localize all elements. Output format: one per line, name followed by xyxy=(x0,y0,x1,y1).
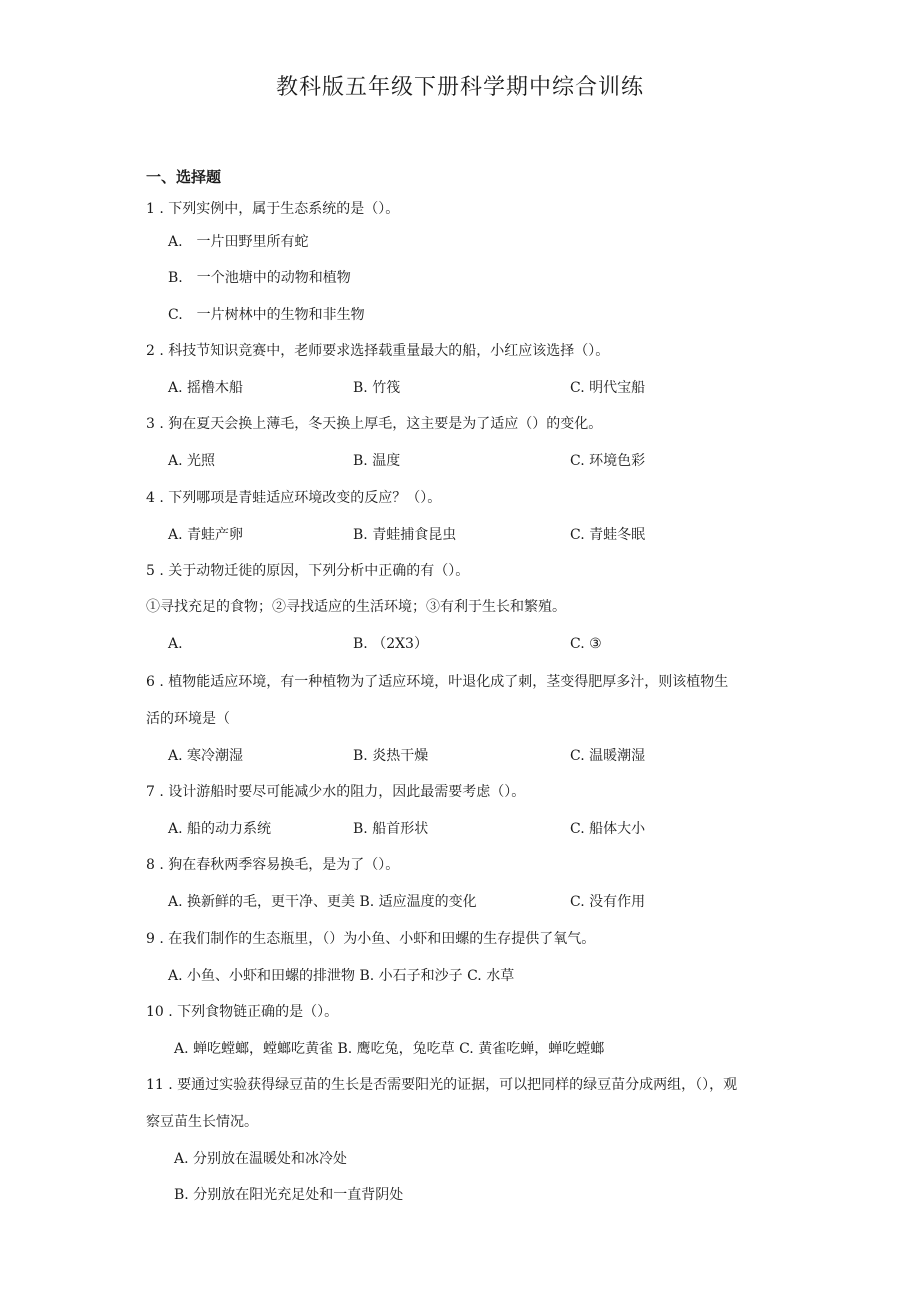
question-9-stem: 9 . 在我们制作的生态瓶里，（）为小鱼、小虾和田螺的生存提供了氧气。 xyxy=(146,931,596,947)
question-3-stem: 3 . 狗在夏天会换上薄毛，冬天换上厚毛，这主要是为了适应（）的变化。 xyxy=(146,416,603,432)
question-6-option-b[interactable]: B. 炎热干燥 xyxy=(353,748,429,764)
question-5-option-c[interactable]: C. ③ xyxy=(570,636,602,652)
question-6-option-a[interactable]: A. 寒冷潮湿 xyxy=(168,748,244,764)
question-5-option-b[interactable]: B. （2X3） xyxy=(353,636,428,652)
question-11-option-a[interactable]: A. 分别放在温暖处和冰冷处 xyxy=(174,1151,348,1167)
question-7-option-b[interactable]: B. 船首形状 xyxy=(353,821,429,837)
question-8-stem: 8 . 狗在春秋两季容易换毛，是为了（）。 xyxy=(146,857,400,873)
question-7-option-c[interactable]: C. 船体大小 xyxy=(570,821,646,837)
question-7-option-a[interactable]: A. 船的动力系统 xyxy=(168,821,272,837)
document-title: 教科版五年级下册科学期中综合训练 xyxy=(275,75,644,100)
question-10-stem: 10 . 下列食物链正确的是（）。 xyxy=(146,1004,339,1020)
question-1-stem: 1 . 下列实例中，属于生态系统的是（）。 xyxy=(146,201,400,217)
question-9-options[interactable]: A. 小鱼、小虾和田螺的排泄物 B. 小石子和沙子 C. 水草 xyxy=(168,968,515,984)
question-11-option-b[interactable]: B. 分别放在阳光充足处和一直背阴处 xyxy=(174,1187,404,1203)
question-2-option-a[interactable]: A. 摇橹木船 xyxy=(168,380,244,396)
question-2-option-c[interactable]: C. 明代宝船 xyxy=(570,380,646,396)
question-5-option-a[interactable]: A. xyxy=(168,636,183,652)
question-6-option-c[interactable]: C. 温暖潮湿 xyxy=(570,748,646,764)
question-8-options-ab[interactable]: A. 换新鲜的毛，更干净、更美 B. 适应温度的变化 xyxy=(168,894,477,910)
question-3-option-a[interactable]: A. 光照 xyxy=(168,453,216,469)
question-2-option-b[interactable]: B. 竹筏 xyxy=(353,380,401,396)
question-4-stem: 4 . 下列哪项是青蛙适应环境改变的反应？（）。 xyxy=(146,490,442,506)
question-8-option-c[interactable]: C. 没有作用 xyxy=(570,894,646,910)
question-4-option-b[interactable]: B. 青蛙捕食昆虫 xyxy=(353,527,457,543)
question-1-option-c[interactable]: C. 一片树林中的生物和非生物 xyxy=(168,307,365,323)
question-5-description: ①寻找充足的食物；②寻找适应的生活环境；③有利于生长和繁殖。 xyxy=(146,599,566,615)
question-4-option-c[interactable]: C. 青蛙冬眠 xyxy=(570,527,646,543)
question-1-option-b[interactable]: B. 一个池塘中的动物和植物 xyxy=(168,270,351,286)
question-4-option-a[interactable]: A. 青蛙产卵 xyxy=(168,527,244,543)
question-5-stem: 5 . 关于动物迁徙的原因，下列分析中正确的有（）。 xyxy=(146,563,470,579)
question-11-stem: 11 . 要通过实验获得绿豆苗的生长是否需要阳光的证据，可以把同样的绿豆苗分成两组，（），观 xyxy=(146,1077,738,1093)
question-10-options[interactable]: A. 蝉吃螳螂，螳螂吃黄雀 B. 鹰吃兔，兔吃草 C. 黄雀吃蝉，蝉吃螳螂 xyxy=(174,1041,605,1057)
section-heading: 一、选择题 xyxy=(146,168,222,186)
question-7-stem: 7 . 设计游船时要尽可能减少水的阻力，因此最需要考虑（）。 xyxy=(146,784,526,800)
question-6-stem-continued: 活的环境是（ xyxy=(146,711,230,727)
question-3-option-c[interactable]: C. 环境色彩 xyxy=(570,453,646,469)
question-11-stem-continued: 察豆苗生长情况。 xyxy=(146,1114,258,1130)
question-2-stem: 2 . 科技节知识竞赛中，老师要求选择载重量最大的船，小红应该选择（）。 xyxy=(146,343,610,359)
question-3-option-b[interactable]: B. 温度 xyxy=(353,453,401,469)
question-6-stem: 6 . 植物能适应环境，有一种植物为了适应环境，叶退化成了刺，茎变得肥厚多汁，则该植物生 xyxy=(146,674,729,690)
question-1-option-a[interactable]: A. 一片田野里所有蛇 xyxy=(168,234,309,250)
